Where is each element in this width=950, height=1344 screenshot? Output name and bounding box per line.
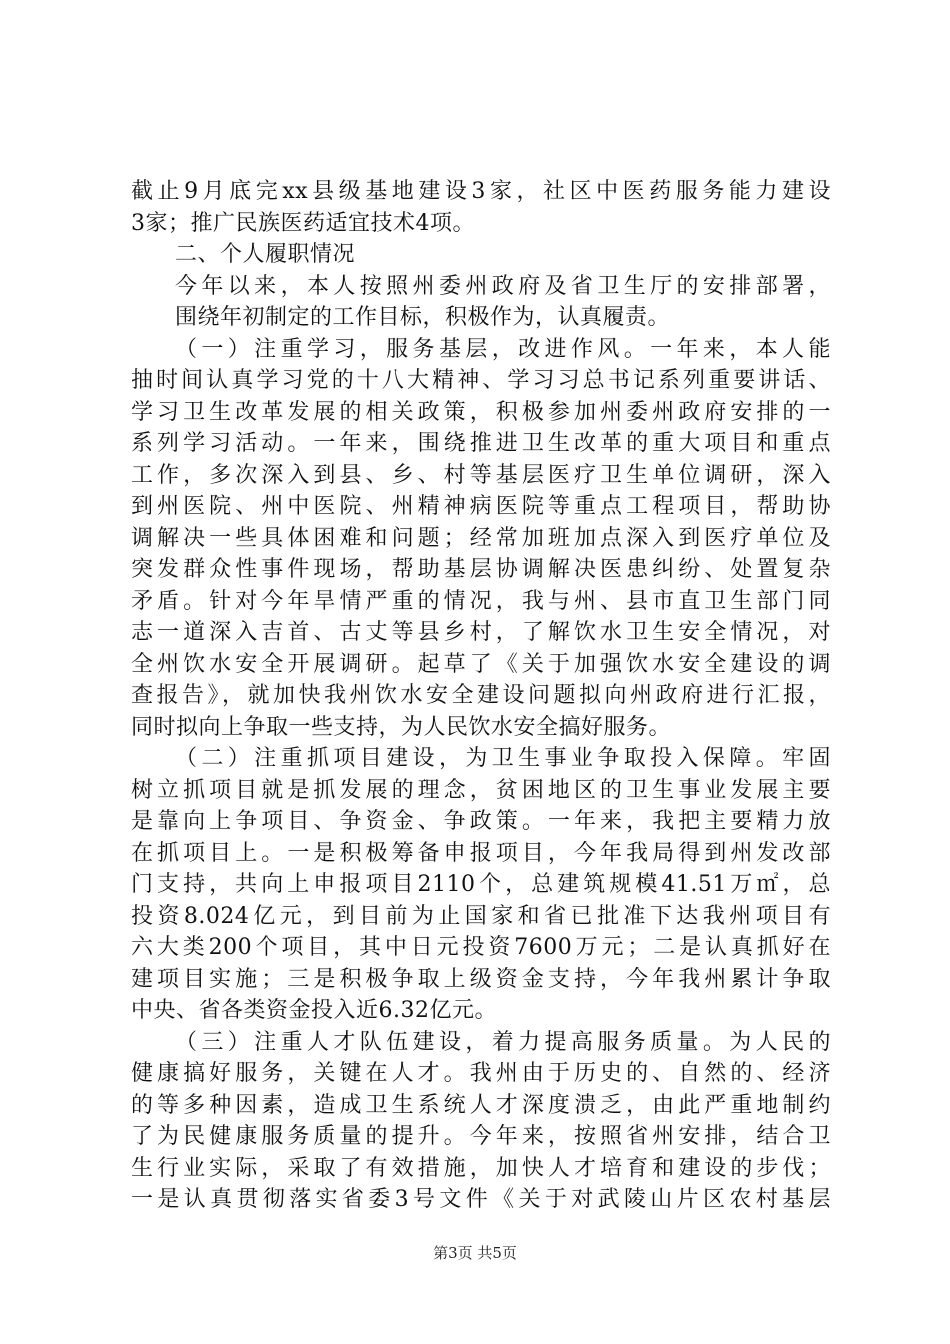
text-line: （三）注重人才队伍建设，着力提高服务质量。为人民的 [175,1029,831,1055]
text-line: 在抓项目上。一是积极筹备申报项目，今年我局得到州发改部 [131,840,831,866]
text-line: （二）注重抓项目建设，为卫生事业争取投入保障。牢固 [175,746,831,771]
text-line: 学习卫生改革发展的相关政策，积极参加州委州政府安排的一 [131,399,831,425]
text-line: 到州医院、州中医院、州精神病医院等重点工程项目，帮助协 [131,494,831,519]
text-line: 中央、省各类资金投入近6.32亿元。 [131,998,497,1023]
text-line: 围绕年初制定的工作目标，积极作为，认真履责。 [175,305,671,330]
text-line: 健康搞好服务，关键在人才。我州由于历史的、自然的、经济 [131,1061,831,1086]
text-line: 了为民健康服务质量的提升。今年来，按照省州安排，结合卫 [131,1124,831,1149]
text-line: 投资8.024亿元，到目前为止国家和省已批准下达我州项目有 [131,903,831,929]
text-line: 截止9月底完xx县级基地建设3家，社区中医药服务能力建设 [131,179,831,204]
text-line: 门支持，共向上申报项目2110个，总建筑规模41.51万㎡，总 [131,872,831,897]
text-line: 一是认真贯彻落实省委3号文件《关于对武陵山片区农村基层 [131,1187,831,1212]
text-line: 二、个人履职情况 [175,242,356,267]
page-footer: 第3页 共5页 [433,1244,517,1262]
text-line: 六大类200个项目，其中日元投资7600万元；二是认真抓好在 [131,935,831,960]
text-line: 同时拟向上争取一些支持，为人民饮水安全搞好服务。 [131,714,672,740]
body-text [131,176,831,1216]
text-line: 突发群众性事件现场，帮助基层协调解决医患纠纷、处置复杂 [131,557,831,582]
text-line: （一）注重学习，服务基层，改进作风。一年来，本人能 [175,336,831,362]
text-line: 建项目实施；三是积极争取上级资金支持，今年我州累计争取 [131,966,831,992]
text-line: 今年以来，本人按照州委州政府及省卫生厅的安排部署， [175,273,831,299]
text-line: 3家；推广民族医药适宜技术4项。 [131,210,475,236]
text-line: 志一道深入吉首、古丈等县乡村，了解饮水卫生安全情况，对 [131,620,831,645]
text-line: 是靠向上争项目、争资金、争政策。一年来，我把主要精力放 [131,809,831,834]
text-line: 生行业实际，采取了有效措施，加快人才培育和建设的步伐； [131,1155,831,1181]
text-line: 矛盾。针对今年旱情严重的情况，我与州、县市直卫生部门同 [131,588,831,614]
text-line: 调解决一些具体困难和问题；经常加班加点深入到医疗单位及 [131,525,831,551]
text-line: 查报告》，就加快我州饮水安全建设问题拟向州政府进行汇报， [131,683,831,708]
text-line: 全州饮水安全开展调研。起草了《关于加强饮水安全建设的调 [131,651,831,677]
text-line: 抽时间认真学习党的十八大精神、学习习总书记系列重要讲话、 [131,368,831,393]
text-line: 工作，多次深入到县、乡、村等基层医疗卫生单位调研，深入 [131,462,831,488]
text-line: 系列学习活动。一年来，围绕推进卫生改革的重大项目和重点 [131,431,831,456]
text-line: 的等多种因素，造成卫生系统人才深度溃乏，由此严重地制约 [131,1092,831,1118]
text-line: 树立抓项目就是抓发展的理念，贫困地区的卫生事业发展主要 [131,777,831,803]
